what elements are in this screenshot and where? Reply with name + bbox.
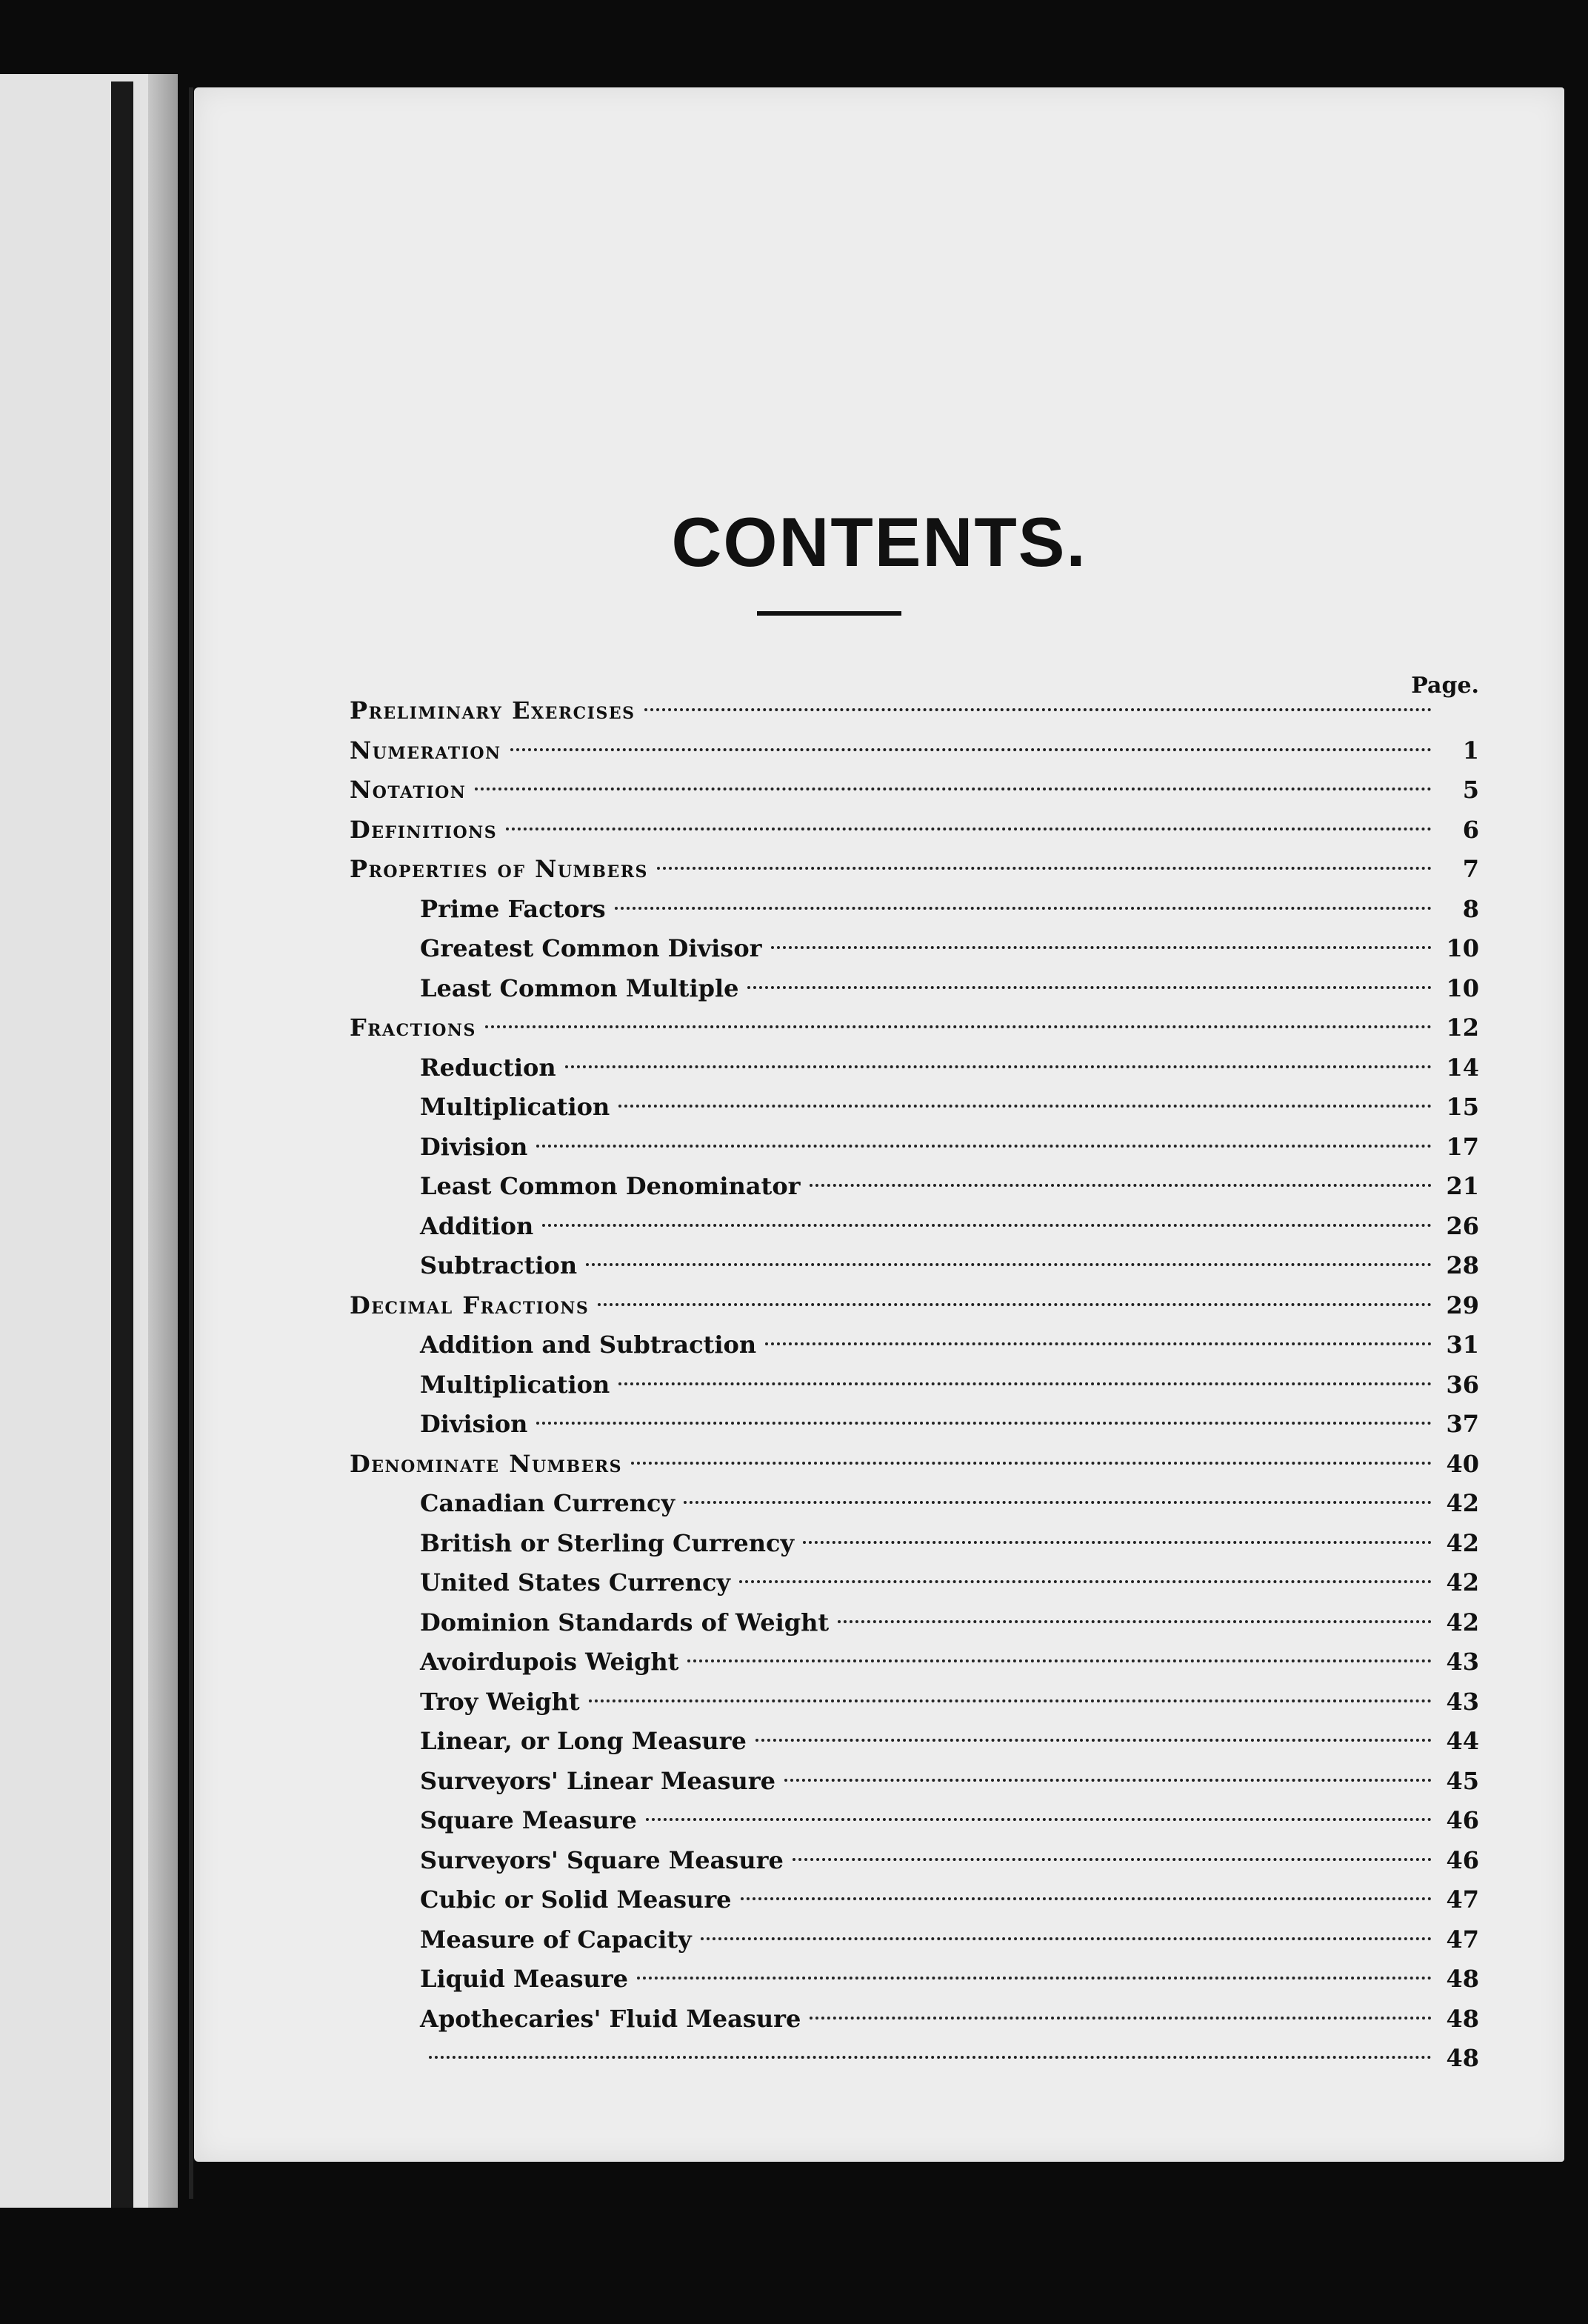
toc-entry-page-number: 6 xyxy=(1462,815,1479,844)
toc-entry xyxy=(350,1642,1479,1682)
toc-entry-page-number: 28 xyxy=(1446,1251,1479,1279)
toc-entry-page-number: 36 xyxy=(1446,1370,1479,1399)
toc-entry-title: Troy Weight xyxy=(420,1687,580,1716)
dot-leader xyxy=(631,1462,1432,1465)
page-column-header: Page. xyxy=(1411,673,1479,699)
toc-entry xyxy=(350,1721,1479,1761)
dot-leader xyxy=(793,1858,1432,1861)
toc-entry xyxy=(350,1325,1479,1365)
toc-entry-title: Addition and Subtraction xyxy=(420,1331,757,1359)
toc-entry xyxy=(350,1879,1479,1920)
toc-entry-page-number: 8 xyxy=(1462,894,1479,923)
page-title: CONTENTS. xyxy=(671,503,1087,581)
dot-leader xyxy=(657,867,1432,870)
toc-entry xyxy=(350,1245,1479,1285)
toc-entry-page-number: 42 xyxy=(1446,1608,1479,1637)
toc-entry-title: Square Measure xyxy=(420,1806,637,1834)
toc-entry-page-number: 42 xyxy=(1446,1568,1479,1596)
dot-leader xyxy=(810,2017,1432,2020)
toc-entry-page-number: 46 xyxy=(1446,1845,1479,1874)
toc-entry xyxy=(350,2038,1479,2078)
toc-entry xyxy=(350,1008,1479,1048)
toc-entry-page-number: 47 xyxy=(1446,1885,1479,1914)
toc-entry xyxy=(350,1166,1479,1206)
dot-leader xyxy=(615,907,1432,910)
toc-entry-page-number: 31 xyxy=(1446,1331,1479,1359)
toc-entry xyxy=(350,1523,1479,1563)
toc-entry xyxy=(350,1127,1479,1167)
toc-entry-page-number: 17 xyxy=(1446,1132,1479,1161)
toc-entry-title: Fractions xyxy=(350,1013,476,1042)
toc-entry xyxy=(350,849,1479,889)
dot-leader xyxy=(803,1541,1432,1544)
dot-leader xyxy=(644,708,1432,711)
dot-leader xyxy=(536,1145,1432,1148)
toc-entry-page-number: 12 xyxy=(1446,1013,1479,1042)
dot-leader xyxy=(542,1224,1432,1227)
toc-entry-title: Greatest Common Divisor xyxy=(420,934,762,962)
dot-leader xyxy=(565,1065,1432,1068)
toc-entry-page-number: 37 xyxy=(1446,1410,1479,1438)
toc-entry-title: Canadian Currency xyxy=(420,1489,675,1517)
toc-entry-page-number: 15 xyxy=(1446,1093,1479,1121)
dot-leader xyxy=(741,1897,1432,1900)
dot-leader xyxy=(765,1342,1432,1345)
toc-entry-title: Least Common Denominator xyxy=(420,1172,801,1200)
toc-entry-title: Surveyors' Square Measure xyxy=(420,1845,784,1874)
dot-leader xyxy=(506,828,1432,830)
toc-entry xyxy=(350,1800,1479,1840)
toc-entry-page-number: 48 xyxy=(1446,2044,1479,2072)
dot-leader xyxy=(687,1659,1432,1662)
toc-entry-title: Linear, or Long Measure xyxy=(420,1727,747,1755)
toc-entry-title: Multiplication xyxy=(420,1370,610,1399)
toc-entry-page-number: 47 xyxy=(1446,1925,1479,1954)
toc-entry xyxy=(350,810,1479,850)
dot-leader xyxy=(475,788,1432,790)
dot-leader xyxy=(810,1184,1432,1187)
dot-leader xyxy=(747,986,1432,989)
dot-leader xyxy=(586,1263,1432,1266)
dot-leader xyxy=(646,1818,1432,1821)
toc-entry xyxy=(350,1840,1479,1880)
toc-entry-title: Apothecaries' Fluid Measure xyxy=(420,2004,801,2033)
toc-entry xyxy=(350,1048,1479,1088)
toc-entry xyxy=(350,1999,1479,2039)
dot-leader xyxy=(838,1620,1432,1623)
toc-entry-page-number: 48 xyxy=(1446,2004,1479,2033)
toc-entry-page-number: 40 xyxy=(1446,1449,1479,1478)
toc-entry-title: Addition xyxy=(420,1211,534,1240)
toc-entry-page-number: 21 xyxy=(1446,1172,1479,1200)
toc-entry-page-number: 45 xyxy=(1446,1766,1479,1795)
toc-entry xyxy=(350,770,1479,810)
dot-leader xyxy=(637,1977,1432,1980)
toc-entry xyxy=(350,1404,1479,1444)
toc-entry-title: Measure of Capacity xyxy=(420,1925,692,1954)
toc-entry-title: Definitions xyxy=(350,815,498,844)
dot-leader xyxy=(589,1699,1432,1702)
toc-entry-page-number: 10 xyxy=(1446,973,1479,1002)
dot-leader xyxy=(536,1422,1432,1425)
toc-entry-page-number: 46 xyxy=(1446,1806,1479,1834)
toc-entry-title: Denominate Numbers xyxy=(350,1449,623,1478)
page-edge-line xyxy=(189,87,193,2199)
toc-entry-title: Notation xyxy=(350,776,467,804)
toc-entry xyxy=(350,1920,1479,1960)
toc-entry xyxy=(350,889,1479,929)
toc-entry-title: Multiplication xyxy=(420,1093,610,1121)
binding-gutter xyxy=(111,81,133,2208)
dot-leader xyxy=(510,748,1432,751)
toc-entry-title: British or Sterling Currency xyxy=(420,1528,795,1557)
toc-entry-page-number: 26 xyxy=(1446,1211,1479,1240)
toc-entry-page-number: 44 xyxy=(1446,1727,1479,1755)
dot-leader xyxy=(701,1937,1432,1940)
toc-entry-title: United States Currency xyxy=(420,1568,731,1596)
toc-entry-page-number: 7 xyxy=(1462,855,1479,883)
toc-entry-title: Prime Factors xyxy=(420,894,606,923)
dot-leader xyxy=(771,946,1432,949)
toc-entry-title: Decimal Fractions xyxy=(350,1291,590,1319)
toc-entry xyxy=(350,1206,1479,1246)
toc-entry-title: Numeration xyxy=(350,736,501,765)
dot-leader xyxy=(618,1105,1432,1108)
toc-entry xyxy=(350,1562,1479,1602)
toc-entry-title: Surveyors' Linear Measure xyxy=(420,1766,775,1795)
toc-entry-title: Subtraction xyxy=(420,1251,578,1279)
toc-entry-title: Preliminary Exercises xyxy=(350,696,635,725)
toc-entry xyxy=(350,928,1479,968)
toc-entry-page-number: 42 xyxy=(1446,1489,1479,1517)
toc-entry xyxy=(350,1087,1479,1127)
toc-entry xyxy=(350,1682,1479,1722)
toc-entry xyxy=(350,1285,1479,1325)
dot-leader xyxy=(755,1739,1432,1742)
toc-entry xyxy=(350,1761,1479,1801)
toc-entry-page-number: 43 xyxy=(1446,1687,1479,1716)
facing-page xyxy=(0,74,170,2208)
toc-entry-page-number: 42 xyxy=(1446,1528,1479,1557)
toc-entry-title: Dominion Standards of Weight xyxy=(420,1608,830,1637)
toc-entry-title: Reduction xyxy=(420,1053,556,1082)
toc-entry-page-number: 14 xyxy=(1446,1053,1479,1082)
toc-entry-title: Liquid Measure xyxy=(420,1965,628,1993)
dot-leader xyxy=(784,1779,1432,1782)
toc-entry-page-number: 1 xyxy=(1462,736,1479,765)
toc-entry xyxy=(350,1483,1479,1523)
facing-page-edge xyxy=(148,74,178,2208)
toc-entry xyxy=(350,1959,1479,1999)
toc-entry xyxy=(350,1444,1479,1484)
toc-entry-page-number: 10 xyxy=(1446,934,1479,962)
dot-leader xyxy=(429,2056,1432,2059)
toc-entry-title: Cubic or Solid Measure xyxy=(420,1885,732,1914)
dot-leader xyxy=(598,1303,1432,1306)
toc-entry-page-number: 48 xyxy=(1446,1965,1479,1993)
book-page xyxy=(194,87,1564,2162)
toc-entry-title: Least Common Multiple xyxy=(420,973,739,1002)
dot-leader xyxy=(485,1025,1432,1028)
toc-entry xyxy=(350,730,1479,770)
toc-entry xyxy=(350,1365,1479,1405)
toc-entry xyxy=(350,968,1479,1008)
toc-entry-page-number: 5 xyxy=(1462,776,1479,804)
title-rule xyxy=(757,611,901,616)
dot-leader xyxy=(739,1580,1432,1583)
toc-entry xyxy=(350,1602,1479,1642)
dot-leader xyxy=(684,1501,1432,1504)
toc-entry-title: Division xyxy=(420,1132,528,1161)
toc-entry xyxy=(350,690,1479,730)
toc-entry-title: Avoirdupois Weight xyxy=(420,1648,679,1676)
toc-entry-page-number: 29 xyxy=(1446,1291,1479,1319)
toc-entry-page-number: 43 xyxy=(1446,1648,1479,1676)
toc-entry-title: Division xyxy=(420,1410,528,1438)
dot-leader xyxy=(618,1382,1432,1385)
toc-entry-title: Properties of Numbers xyxy=(350,855,648,883)
